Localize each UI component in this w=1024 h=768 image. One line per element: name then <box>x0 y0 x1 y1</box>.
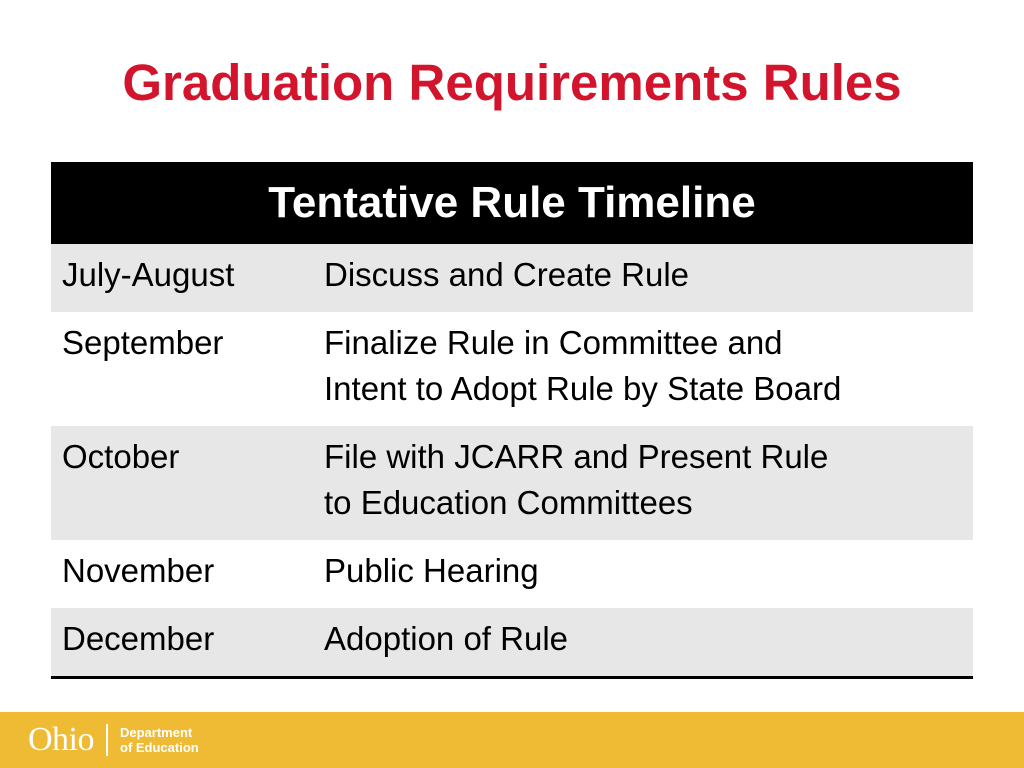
timeline-table <box>51 162 973 679</box>
month-cell: September <box>62 324 224 361</box>
table-row <box>51 608 973 676</box>
activity-cell <box>313 540 973 608</box>
ohio-department-logo <box>28 722 199 758</box>
department-name <box>120 725 199 755</box>
activity-cell <box>313 312 973 426</box>
activity-line: Finalize Rule in Committee and <box>324 324 783 361</box>
table-header: Tentative Rule Timeline <box>51 162 973 244</box>
month-cell: October <box>51 426 313 540</box>
activity-cell <box>313 608 973 676</box>
table-row <box>51 312 973 426</box>
month-cell: December <box>51 608 313 676</box>
activity-cell <box>313 244 973 312</box>
activity-line: Intent to Adopt Rule by State Board <box>324 370 842 407</box>
activity-cell <box>313 426 973 540</box>
month-cell: July-August <box>51 244 313 312</box>
table-row <box>51 426 973 540</box>
activity-line: to Education Committees <box>324 484 693 521</box>
footer-bar <box>0 712 1024 768</box>
activity-line: File with JCARR and Present Rule <box>324 438 829 475</box>
department-line: of Education <box>120 740 199 755</box>
table-row <box>51 540 973 608</box>
ohio-wordmark: Ohio <box>28 721 94 758</box>
table-row <box>51 244 973 312</box>
activity-line: Public Hearing <box>324 552 539 589</box>
table-header-row <box>51 162 973 244</box>
slide-title: Graduation Requirements Rules <box>122 54 902 111</box>
activity-line: Discuss and Create Rule <box>324 256 689 293</box>
month-cell: November <box>62 552 215 589</box>
logo-divider <box>106 724 108 756</box>
activity-line: Adoption of Rule <box>324 620 569 657</box>
department-line: Department <box>120 725 193 740</box>
